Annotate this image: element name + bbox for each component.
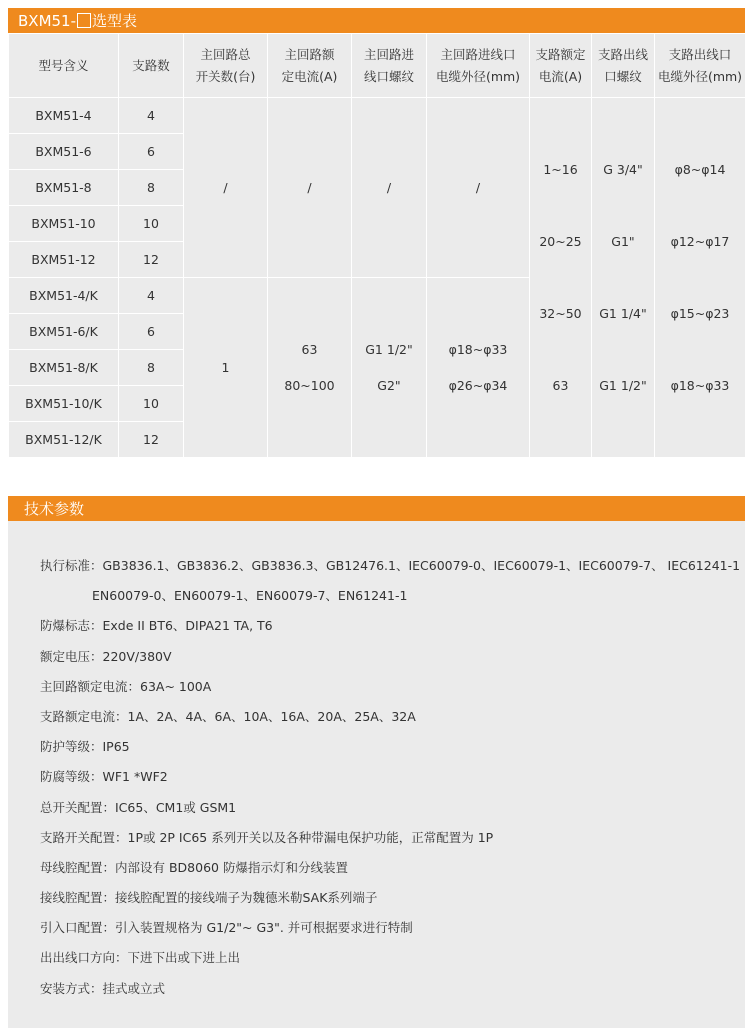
column-header-line: 开关数(台) (195, 68, 256, 84)
column-header-line: 支路数 (132, 57, 170, 73)
branch-current-cell (530, 98, 592, 458)
tech-params-panel (8, 521, 745, 1028)
branch-thread-value: G 3/4" (603, 161, 643, 177)
column-header-line: 定电流(A) (281, 68, 338, 84)
branch-count-cell: 4 (119, 98, 184, 134)
column-header (268, 34, 352, 98)
column-header (9, 34, 119, 98)
branch-count-cell: 6 (119, 134, 184, 170)
table-header-row (9, 34, 746, 98)
column-header (184, 34, 268, 98)
model-cell: BXM51-8 (9, 170, 119, 206)
branch-thread-value: G1 1/4" (599, 305, 647, 321)
column-header-line: 电缆外径(mm) (657, 68, 743, 84)
branch-current-value: 20~25 (539, 233, 582, 249)
tech-param-line: 主回路额定电流：63A~ 100A (40, 678, 212, 694)
model-cell: BXM51-12 (9, 242, 119, 278)
main-current-value: 63 (301, 341, 318, 357)
tech-param-line: 防护等级：IP65 (40, 739, 130, 755)
branch-count-cell: 8 (119, 350, 184, 386)
model-cell: BXM51-8/K (9, 350, 119, 386)
main-thread-value: G2" (377, 377, 401, 393)
column-header-line: 主回路额 (284, 46, 335, 62)
branch-cable-cell (655, 98, 746, 458)
main-cable-value: φ26~φ34 (448, 377, 508, 393)
title-prefix: BXM51- (18, 11, 77, 30)
main-thread-value: G1 1/2" (365, 341, 413, 357)
branch-count-cell: 10 (119, 206, 184, 242)
tech-param-line: 接线腔配置：接线腔配置的接线端子为魏德米勒SAK系列端子 (40, 890, 378, 906)
tech-param-line: 额定电压：220V/380V (40, 648, 172, 664)
tech-param-line: 支路开关配置：1P或 2P IC65 系列开关以及各种带漏电保护功能，正常配置为 1P (40, 829, 494, 845)
branch-current-value: 1~16 (543, 161, 578, 177)
branch-count-cell: 12 (119, 422, 184, 458)
branch-thread-value: G1 1/2" (599, 377, 647, 393)
title-suffix: 选型表 (92, 12, 138, 30)
model-cell: BXM51-4 (9, 98, 119, 134)
column-header-line: 电缆外径(mm) (435, 68, 521, 84)
branch-count-cell: 8 (119, 170, 184, 206)
column-header (427, 34, 530, 98)
branch-count-cell: 6 (119, 314, 184, 350)
tech-param-line: 引入口配置：引入装置规格为 G1/2"~ G3". 并可根据要求进行特制 (40, 920, 413, 936)
tech-params-title-text: 技术参数 (24, 500, 85, 518)
tech-param-line: 支路额定电流：1A、2A、4A、6A、10A、16A、20A、25A、32A (40, 708, 416, 724)
column-header-line: 口螺纹 (604, 68, 642, 84)
branch-cable-value: φ18~φ33 (670, 377, 730, 393)
column-header-line: 支路出线口 (668, 46, 732, 62)
model-cell: BXM51-10/K (9, 386, 119, 422)
selection-table (8, 33, 746, 458)
main-current-cell: / (268, 98, 352, 278)
tech-param-line: 防爆标志：Exde II BT6、DIPA21 TA, T6 (40, 618, 273, 634)
column-header (530, 34, 592, 98)
branch-count-cell: 4 (119, 278, 184, 314)
column-header-line: 主回路进线口 (440, 46, 516, 62)
column-header-line: 支路额定 (535, 46, 586, 62)
branch-thread-value: G1" (611, 233, 635, 249)
column-header-line: 型号含义 (38, 57, 89, 73)
selection-table-title (8, 8, 745, 33)
model-cell: BXM51-10 (9, 206, 119, 242)
model-cell: BXM51-4/K (9, 278, 119, 314)
branch-count-cell: 12 (119, 242, 184, 278)
column-header (352, 34, 427, 98)
tech-params-title (8, 496, 745, 521)
main-current-value: 80~100 (284, 377, 335, 393)
branch-current-value: 63 (552, 377, 569, 393)
branch-current-value: 32~50 (539, 305, 582, 321)
main-cable-cell (427, 278, 530, 458)
main-switch-count-cell: / (184, 98, 268, 278)
tech-param-line: 安装方式：挂式或立式 (40, 980, 166, 996)
column-header (592, 34, 655, 98)
model-cell: BXM51-12/K (9, 422, 119, 458)
table-row (9, 98, 746, 134)
branch-cable-value: φ15~φ23 (670, 305, 730, 321)
column-header-line: 电流(A) (538, 68, 583, 84)
column-header (119, 34, 184, 98)
main-cable-value: φ18~φ33 (448, 341, 508, 357)
column-header-line: 支路出线 (597, 46, 648, 62)
tech-param-line: 母线腔配置：内部设有 BD8060 防爆指示灯和分线装置 (40, 859, 348, 875)
column-header-line: 主回路进 (363, 46, 414, 62)
tech-param-line: 总开关配置：IC65、CM1或 GSM1 (40, 799, 237, 815)
model-cell: BXM51-6/K (9, 314, 119, 350)
column-header (655, 34, 746, 98)
branch-thread-cell (592, 98, 655, 458)
tech-param-line: 出出线口方向：下进下出或下进上出 (40, 950, 241, 966)
main-thread-cell (352, 278, 427, 458)
tech-param-line: EN60079-0、EN60079-1、EN60079-7、EN61241-1 (92, 588, 408, 604)
model-cell: BXM51-6 (9, 134, 119, 170)
branch-cable-value: φ8~φ14 (674, 161, 726, 177)
branch-count-cell: 10 (119, 386, 184, 422)
main-cable-cell: / (427, 98, 530, 278)
placeholder-box-icon (77, 13, 91, 28)
main-current-cell (268, 278, 352, 458)
main-switch-count-cell: 1 (184, 278, 268, 458)
tech-params-list (40, 551, 740, 1004)
tech-param-line: 执行标准：GB3836.1、GB3836.2、GB3836.3、GB12476.1、IEC60079-0、IEC60079-1、IEC60079-7、 IEC61241-1 (40, 558, 741, 573)
main-thread-cell: / (352, 98, 427, 278)
branch-cable-value: φ12~φ17 (670, 233, 730, 249)
column-header-line: 线口螺纹 (363, 68, 414, 84)
column-header-line: 主回路总 (200, 46, 251, 62)
tech-param-line: 防腐等级：WF1 *WF2 (40, 769, 168, 785)
